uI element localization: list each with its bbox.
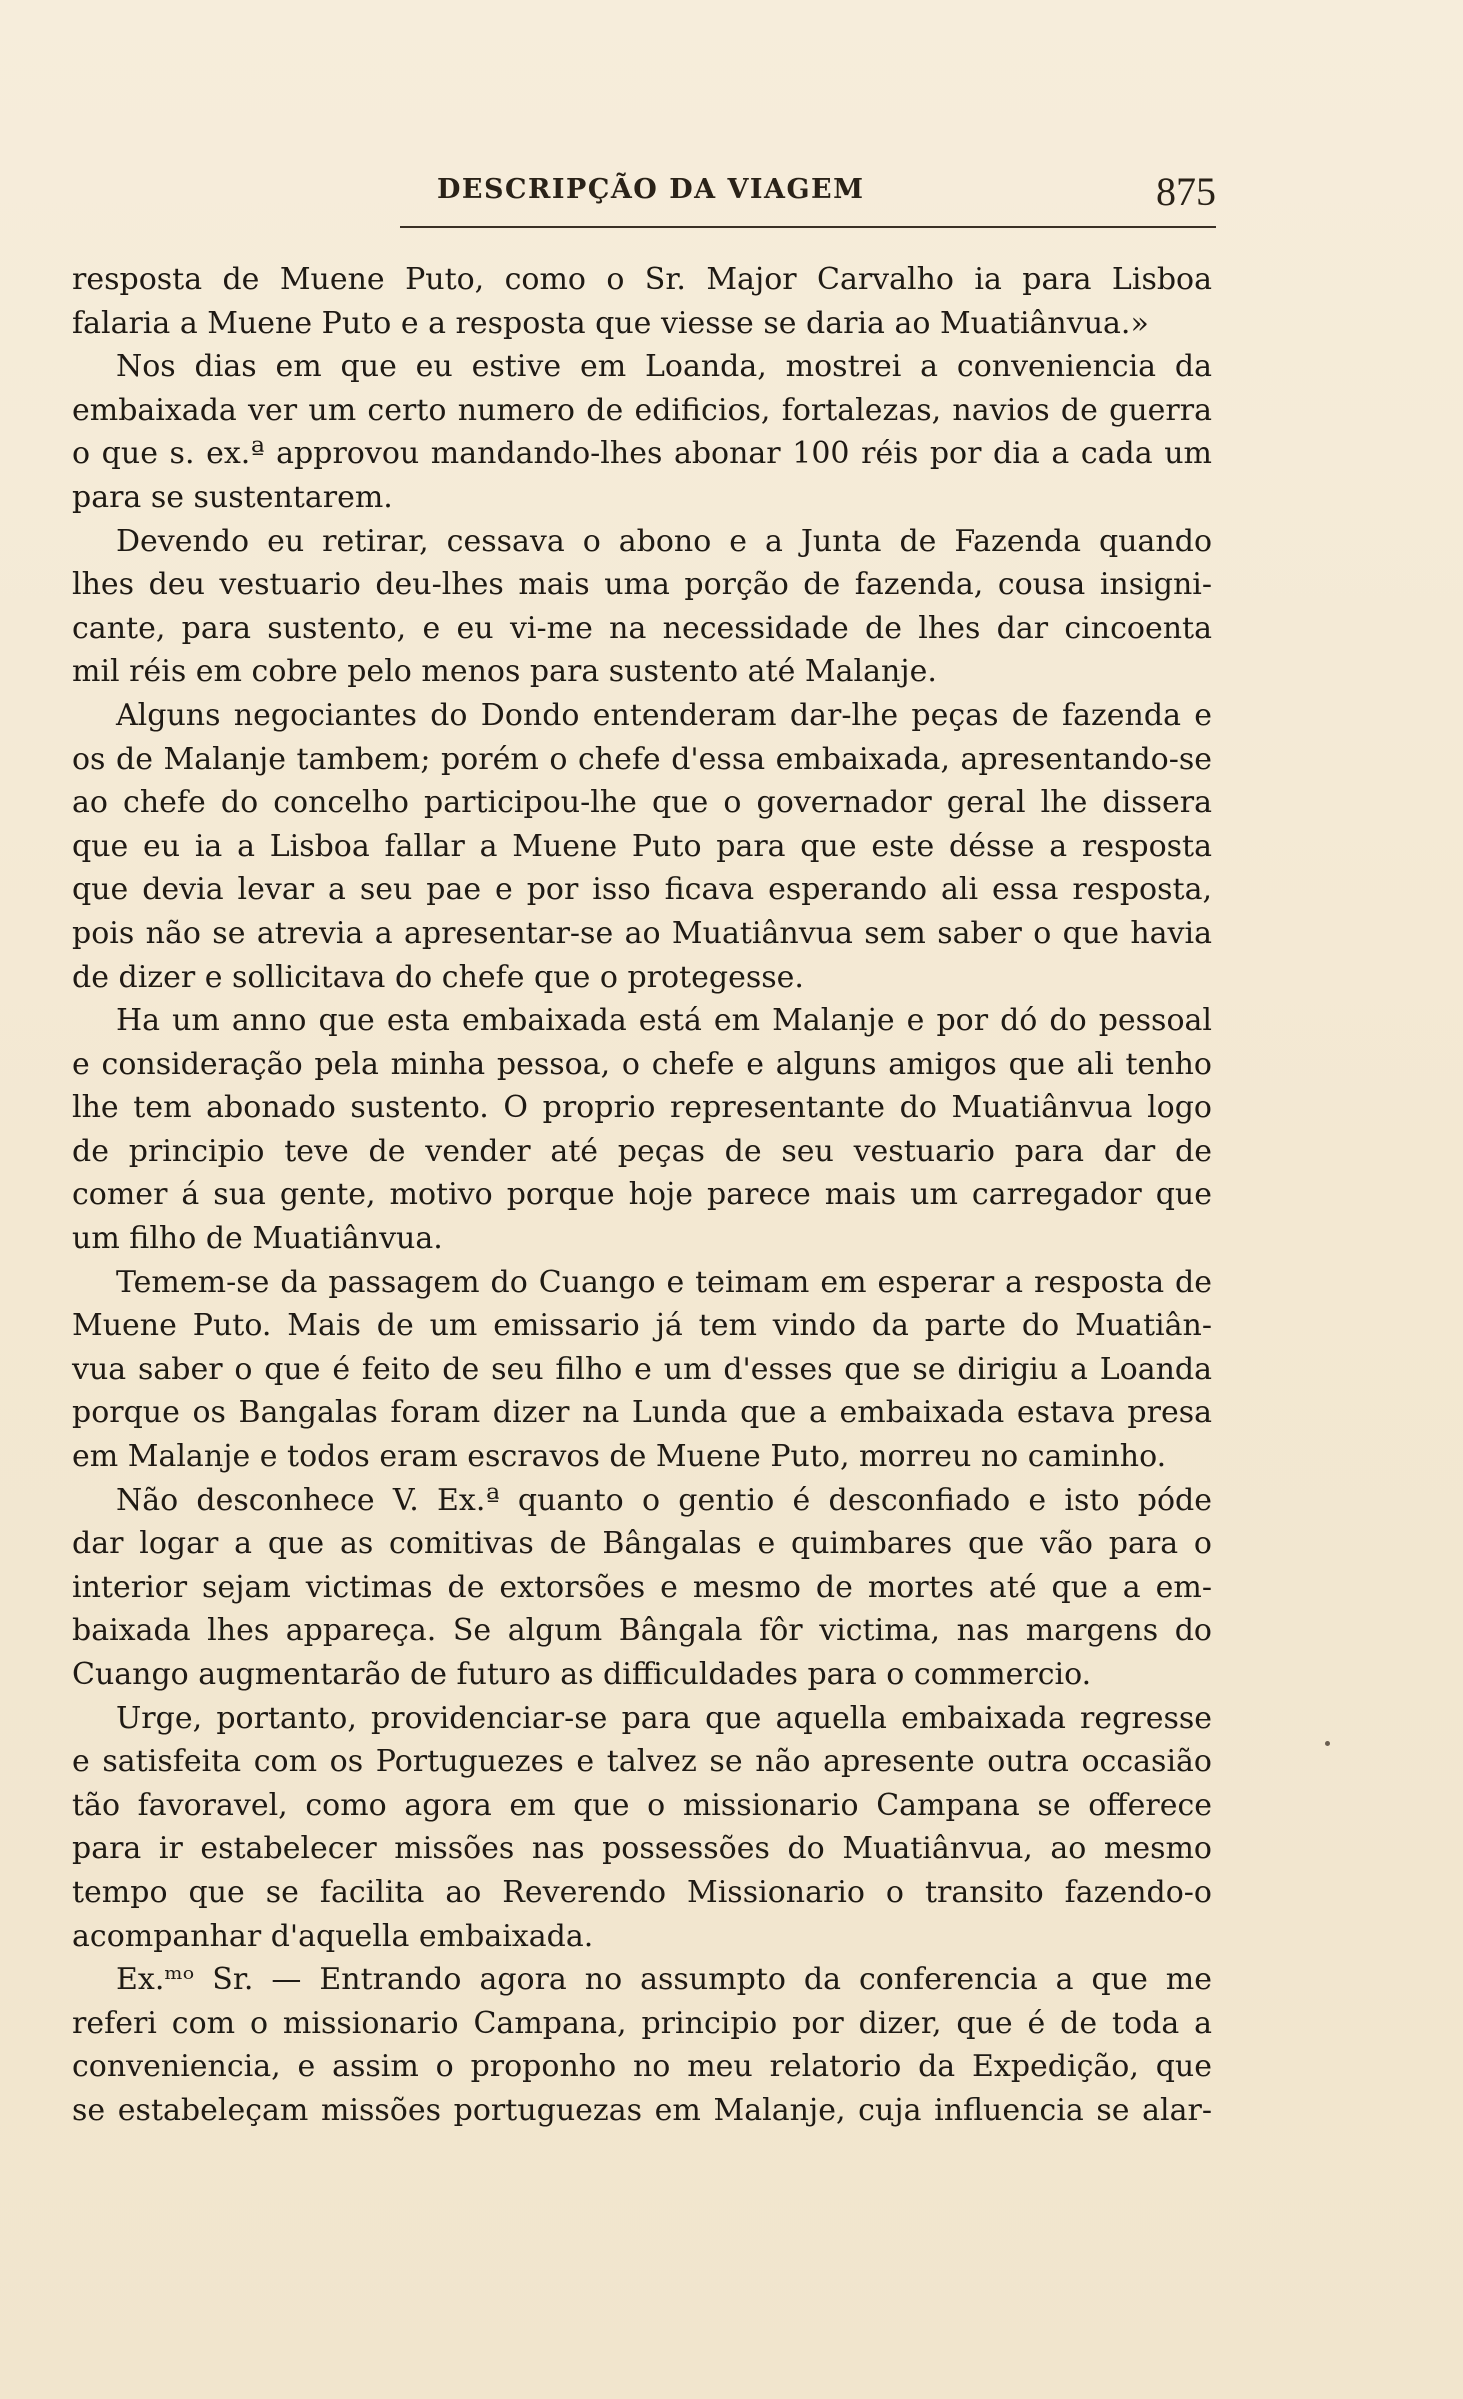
text-line: lhes deu vestuario deu-lhes mais uma porção de fazenda, cousa insigni- <box>72 567 1212 603</box>
text-line: falaria a Muene Puto e a resposta que viesse se daria ao Muatiânvua.» <box>72 305 1149 341</box>
text-line: porque os Bangalas foram dizer na Lunda que a embaixada estava presa <box>72 1395 1212 1431</box>
text-line: um filho de Muatiânvua. <box>72 1221 443 1257</box>
text-line: para se sustentarem. <box>72 479 393 515</box>
text-line: para ir estabelecer missões nas possessões do Muatiânvua, ao mesmo <box>72 1831 1212 1867</box>
text-line: Urge, portanto, providenciar-se para que aquella embaixada regresse <box>116 1700 1212 1736</box>
text-line: o que s. ex.ª approvou mandando-lhes abonar 100 réis por dia a cada um <box>72 436 1212 472</box>
text-line: Alguns negociantes do Dondo entenderam dar-lhe peças de fazenda e <box>116 697 1212 733</box>
text-line: pois não se atrevia a apresentar-se ao Muatiânvua sem saber o que havia <box>72 915 1212 951</box>
text-line: conveniencia, e assim o proponho no meu relatorio da Expedição, que <box>72 2049 1212 2085</box>
text-line: Cuango augmentarão de futuro as difficuldades para o commercio. <box>72 1657 1092 1692</box>
text-line: se estabeleçam missões portuguezas em Malanje, cuja influencia se alar- <box>72 2092 1212 2128</box>
text-line: Muene Puto. Mais de um emissario já tem vindo da parte do Muatiân- <box>72 1308 1212 1344</box>
text-line: Não desconhece V. Ex.ª quanto o gentio é desconfiado e isto póde <box>116 1482 1212 1518</box>
text-line: cante, para sustento, e eu vi-me na necessidade de lhes dar cincoenta <box>72 610 1212 646</box>
text-line: comer á sua gente, motivo porque hoje parece mais um carregador que <box>72 1177 1212 1213</box>
text-line: resposta de Muene Puto, como o Sr. Major Carvalho ia para Lisboa <box>72 262 1212 297</box>
text-line: vua saber o que é feito de seu filho e um d'esses que se dirigiu a Loanda <box>72 1351 1212 1387</box>
text-line: tempo que se facilita ao Reverendo Missionario o transito fazendo-o <box>72 1874 1212 1910</box>
body-text <box>72 258 1212 2133</box>
text-line: Nos dias em que eu estive em Loanda, mostrei a conveniencia da <box>116 349 1212 385</box>
page-number: 875 <box>1156 169 1216 214</box>
text-line: e consideração pela minha pessoa, o chefe e alguns amigos que ali tenho <box>72 1046 1212 1082</box>
text-line: que eu ia a Lisboa fallar a Muene Puto para que este désse a resposta <box>72 828 1212 864</box>
text-line: interior sejam victimas de extorsões e mesmo de mortes até que a em- <box>72 1569 1212 1605</box>
margin-mark <box>1325 1741 1330 1746</box>
running-title: DESCRIPÇÃO DA VIAGEM <box>437 174 865 205</box>
text-line: ao chefe do concelho participou-lhe que o governador geral lhe dissera <box>72 785 1212 821</box>
text-line: tão favoravel, como agora em que o missionario Campana se offerece <box>72 1787 1212 1823</box>
text-line: Ha um anno que esta embaixada está em Malanje e por dó do pessoal <box>116 1003 1212 1039</box>
text-line: e satisfeita com os Portuguezes e talvez se não apresente outra occasião <box>72 1744 1212 1780</box>
text-line: baixada lhes appareça. Se algum Bângala fôr victima, nas margens do <box>72 1613 1212 1649</box>
header-rule <box>400 226 1216 228</box>
text-line: os de Malanje tambem; porém o chefe d'essa embaixada, apresentando-se <box>72 741 1212 777</box>
text-line: lhe tem abonado sustento. O proprio representante do Muatiânvua logo <box>72 1090 1212 1126</box>
text-line: em Malanje e todos eram escravos de Muene Puto, morreu no caminho. <box>72 1439 1167 1475</box>
text-line: embaixada ver um certo numero de edificios, fortalezas, navios de guerra <box>72 392 1212 428</box>
text-line: Ex.ᵐᵒ Sr. — Entrando agora no assumpto da conferencia a que me <box>116 1962 1212 1998</box>
text-line: Devendo eu retirar, cessava o abono e a Junta de Fazenda quando <box>116 523 1212 559</box>
text-line: de dizer e sollicitava do chefe que o protegesse. <box>72 959 804 995</box>
running-header <box>70 168 1216 218</box>
text-line: dar logar a que as comitivas de Bângalas e quimbares que vão para o <box>72 1526 1212 1562</box>
text-line: de principio teve de vender até peças de seu vestuario para dar de <box>72 1133 1212 1169</box>
text-line: que devia levar a seu pae e por isso ficava esperando ali essa resposta, <box>72 872 1212 908</box>
text-line: referi com o missionario Campana, principio por dizer, que é de toda a <box>72 2005 1212 2041</box>
text-line: mil réis em cobre pelo menos para sustento até Malanje. <box>72 654 937 690</box>
text-line: Temem-se da passagem do Cuango e teimam em esperar a resposta de <box>116 1264 1212 1300</box>
text-line: acompanhar d'aquella embaixada. <box>72 1918 594 1954</box>
